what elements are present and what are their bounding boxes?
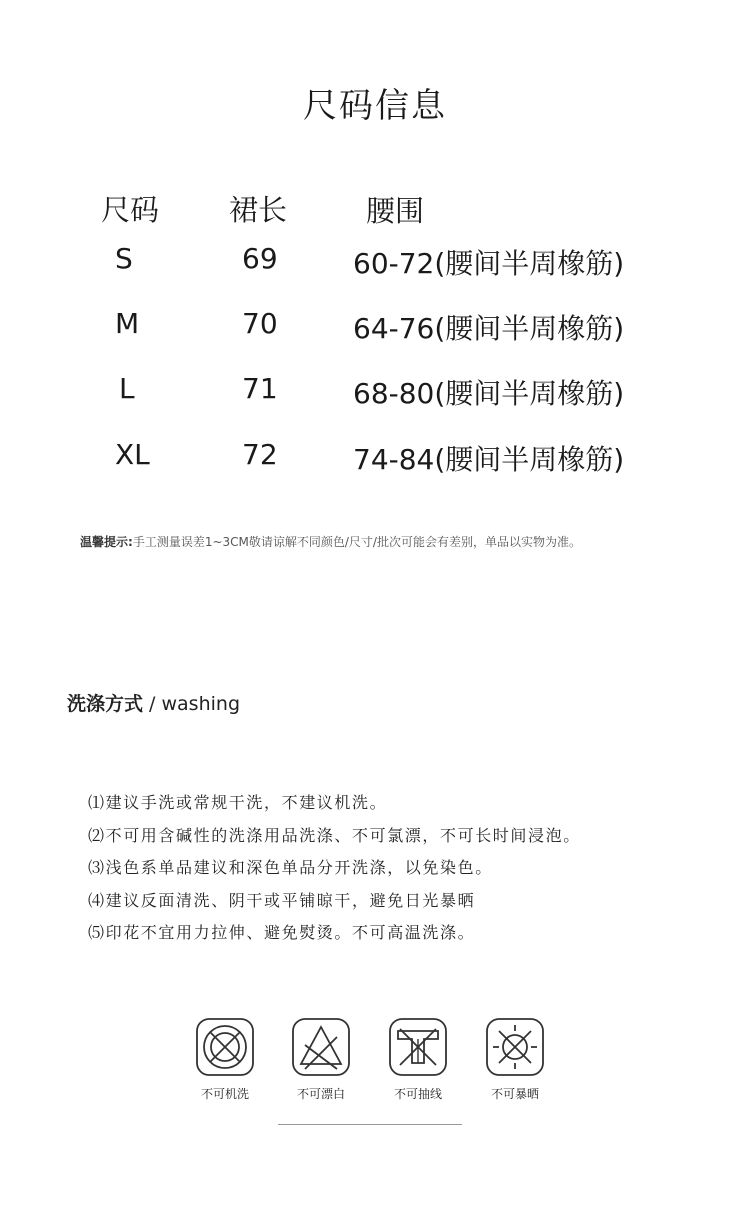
care-item [475,1017,555,1102]
washing-title-zh: 洗涤方式 [67,693,144,715]
washing-title [67,689,240,716]
care-item [378,1017,458,1102]
bottom-divider [278,1124,462,1125]
size-cell: XL [115,438,150,471]
length-cell: 69 [242,242,278,275]
care-label: 不可抽线 [393,1087,442,1101]
list-item: ⑸印花不宜用力拉伸、避免熨烫。不可高温洗涤。 [88,923,476,942]
list-item: ⑷建议反面清洗、阴干或平铺晾干，避免日光暴晒 [88,890,476,910]
no-sun-exposure-icon [485,1017,545,1077]
waist-cell: 60-72(腰间半周橡筋) [353,247,625,280]
header-size: 尺码 [101,193,160,227]
length-cell: 70 [242,307,278,340]
note-text: 手工测量误差1~3CM敬请谅解不同颜色/尺寸/批次可能会有差别，单品以实物为准。 [132,535,581,549]
list-item: ⑶浅色系单品建议和深色单品分开洗涤，以免染色。 [88,858,493,877]
header-length: 裙长 [229,193,288,227]
no-pull-thread-icon [388,1017,448,1077]
no-machine-wash-icon [195,1017,255,1077]
care-label: 不可暴晒 [490,1087,539,1101]
length-cell: 72 [242,438,278,471]
list-item: ⑵不可用含碱性的洗涤用品洗涤、不可氯漂，不可长时间浸泡。 [88,825,581,845]
care-label: 不可漂白 [296,1087,345,1101]
note-label: 温馨提示: [80,535,133,549]
size-cell: S [115,242,133,275]
size-cell: L [119,372,135,405]
size-cell: M [115,307,140,340]
care-item [185,1017,265,1102]
washing-instructions [88,790,581,953]
washing-title-en: washing [161,693,241,715]
washing-title-sep: / [143,693,162,715]
waist-cell: 68-80(腰间半周橡筋) [353,377,625,410]
header-waist: 腰围 [366,194,425,228]
care-item [281,1017,361,1102]
care-label: 不可机洗 [200,1087,249,1101]
page-title: 尺码信息 [303,86,447,126]
waist-cell: 74-84(腰间半周橡筋) [353,443,625,476]
size-note [80,533,581,550]
list-item: ⑴建议手洗或常规干洗，不建议机洗。 [88,793,388,812]
waist-cell: 64-76(腰间半周橡筋) [353,312,625,345]
length-cell: 71 [242,372,278,405]
no-bleach-icon [291,1017,351,1077]
